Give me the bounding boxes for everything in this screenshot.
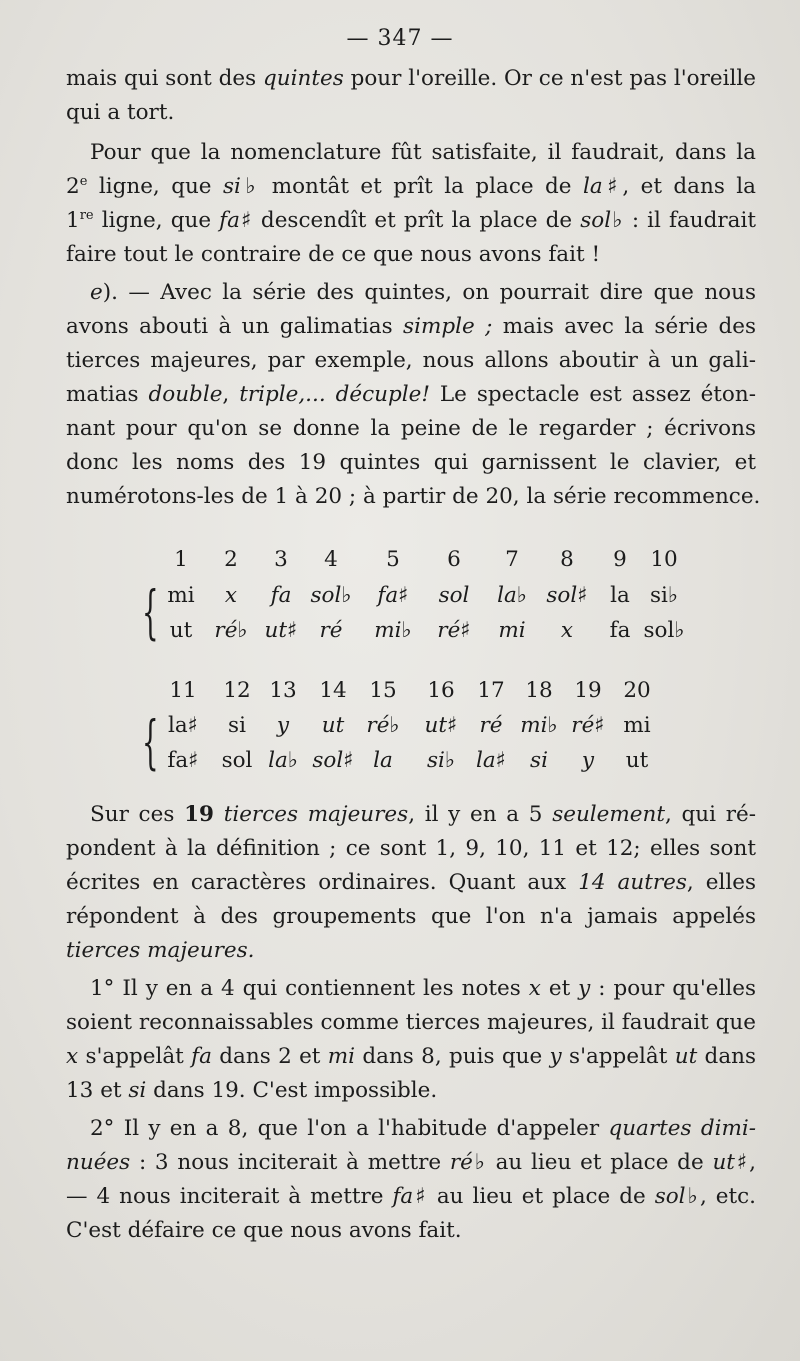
text-line: 13 et si dans 19. C'est impossible. bbox=[66, 1078, 438, 1103]
note-upper: fa♯ bbox=[377, 583, 409, 608]
text-line: 1re ligne, que fa♯ descendît et prît la place de sol♭ : il faudrait bbox=[66, 208, 756, 233]
note-upper: y bbox=[276, 713, 290, 738]
note-upper: la♭ bbox=[497, 583, 527, 608]
note-lower: ré♯ bbox=[437, 618, 471, 643]
text-line: tierces majeures. bbox=[66, 938, 255, 963]
text-line: nant pour qu'on se donne la peine de le regarder ; écrivons bbox=[66, 416, 756, 441]
text-line: x s'appelât fa dans 2 et mi dans 8, puis que y s'appelât ut dans bbox=[66, 1044, 757, 1069]
note-lower: y bbox=[581, 748, 595, 773]
third-number: 7 bbox=[505, 547, 519, 572]
note-upper: fa bbox=[270, 583, 292, 608]
text-line: pondent à la définition ; ce sont 1, 9, 10, 11 et 12; elles sont bbox=[66, 836, 756, 861]
note-lower: ut bbox=[169, 618, 193, 643]
text-line: donc les noms des 19 quintes qui garnissent le clavier, et bbox=[66, 450, 756, 475]
note-upper: ré bbox=[479, 713, 503, 738]
note-lower: si♭ bbox=[426, 748, 456, 773]
text-line: qui a tort. bbox=[66, 100, 175, 125]
text-line: nuées : 3 nous inciterait à mettre ré♭ au lieu et place de ut♯, bbox=[66, 1150, 757, 1175]
note-lower: si bbox=[530, 748, 548, 773]
note-upper: mi bbox=[167, 583, 195, 608]
note-lower: sol♭ bbox=[643, 618, 685, 643]
note-lower: ré♭ bbox=[214, 618, 248, 643]
note-upper: sol♭ bbox=[310, 583, 352, 608]
note-upper: la♯ bbox=[167, 713, 199, 738]
third-number: 16 bbox=[427, 678, 455, 703]
note-lower: la bbox=[373, 748, 393, 773]
note-lower: fa bbox=[609, 618, 631, 643]
text-line: 1° Il y en a 4 qui contiennent les notes x et y : pour qu'elles bbox=[90, 976, 756, 1001]
third-number: 8 bbox=[560, 547, 574, 572]
text-line: avons abouti à un galimatias simple ; mais avec la série des bbox=[66, 314, 756, 339]
note-upper: ut♯ bbox=[424, 713, 458, 738]
note-lower: mi bbox=[498, 618, 526, 643]
note-lower: x bbox=[560, 618, 574, 643]
note-upper: ré♯ bbox=[571, 713, 605, 738]
third-number: 17 bbox=[477, 678, 505, 703]
note-lower: ut♯ bbox=[264, 618, 298, 643]
text-line: faire tout le contraire de ce que nous avons fait ! bbox=[66, 242, 601, 267]
note-upper: sol♯ bbox=[546, 583, 588, 608]
row-brace: { bbox=[142, 578, 159, 646]
third-number: 15 bbox=[369, 678, 397, 703]
note-lower: sol♯ bbox=[312, 748, 354, 773]
third-number: 4 bbox=[324, 547, 338, 572]
third-number: 14 bbox=[319, 678, 347, 703]
note-lower: mi♭ bbox=[374, 618, 412, 643]
third-number: 2 bbox=[224, 547, 238, 572]
third-number: 3 bbox=[274, 547, 288, 572]
note-lower: la♭ bbox=[268, 748, 298, 773]
third-number: 11 bbox=[169, 678, 197, 703]
text-line: matias double, triple,... décuple! Le spectacle est assez éton- bbox=[66, 382, 756, 407]
third-number: 18 bbox=[525, 678, 553, 703]
third-number: 19 bbox=[574, 678, 602, 703]
third-number: 6 bbox=[447, 547, 461, 572]
note-upper: mi bbox=[623, 713, 651, 738]
note-lower: ut bbox=[625, 748, 649, 773]
note-upper: la bbox=[610, 583, 630, 608]
text-line: tierces majeures, par exemple, nous allons aboutir à un gali- bbox=[66, 348, 756, 373]
third-number: 5 bbox=[386, 547, 400, 572]
note-upper: sol bbox=[438, 583, 470, 608]
text-line: 2e ligne, que si♭ montât et prît la place de la♯, et dans la bbox=[66, 174, 756, 199]
note-lower: fa♯ bbox=[167, 748, 199, 773]
note-upper: si♭ bbox=[649, 583, 679, 608]
note-upper: si bbox=[228, 713, 246, 738]
text-line: répondent à des groupements que l'on n'a jamais appelés bbox=[66, 904, 756, 929]
text-line: Pour que la nomenclature fût satisfaite, il faudrait, dans la bbox=[90, 140, 756, 165]
row-brace: { bbox=[142, 708, 159, 776]
third-number: 13 bbox=[269, 678, 297, 703]
note-upper: x bbox=[224, 583, 238, 608]
text-line: e). — Avec la série des quintes, on pourrait dire que nous bbox=[90, 280, 756, 305]
text-line: soient reconnaissables comme tierces majeures, il faudrait que bbox=[66, 1010, 756, 1035]
text-line: mais qui sont des quintes pour l'oreille. Or ce n'est pas l'oreille bbox=[66, 66, 756, 91]
text-line: C'est défaire ce que nous avons fait. bbox=[66, 1218, 462, 1243]
text-line: Sur ces 19 tierces majeures, il y en a 5 seulement, qui ré- bbox=[90, 802, 756, 827]
note-lower: ré bbox=[319, 618, 343, 643]
note-upper: ré♭ bbox=[366, 713, 400, 738]
note-upper: mi♭ bbox=[520, 713, 558, 738]
note-lower: la♯ bbox=[475, 748, 507, 773]
third-number: 1 bbox=[174, 547, 188, 572]
page-number: — 347 — bbox=[346, 26, 454, 51]
third-number: 9 bbox=[613, 547, 627, 572]
text-line: 2° Il y en a 8, que l'on a l'habitude d'appeler quartes dimi- bbox=[90, 1116, 756, 1141]
third-number: 10 bbox=[650, 547, 678, 572]
note-upper: ut bbox=[321, 713, 345, 738]
third-number: 20 bbox=[623, 678, 651, 703]
note-lower: sol bbox=[221, 748, 253, 773]
text-line: écrites en caractères ordinaires. Quant aux 14 autres, elles bbox=[66, 870, 756, 895]
third-number: 12 bbox=[223, 678, 251, 703]
text-line: — 4 nous inciterait à mettre fa♯ au lieu et place de sol♭, etc. bbox=[66, 1184, 756, 1209]
text-line: numérotons-les de 1 à 20 ; à partir de 20, la série recommence. bbox=[66, 484, 761, 509]
